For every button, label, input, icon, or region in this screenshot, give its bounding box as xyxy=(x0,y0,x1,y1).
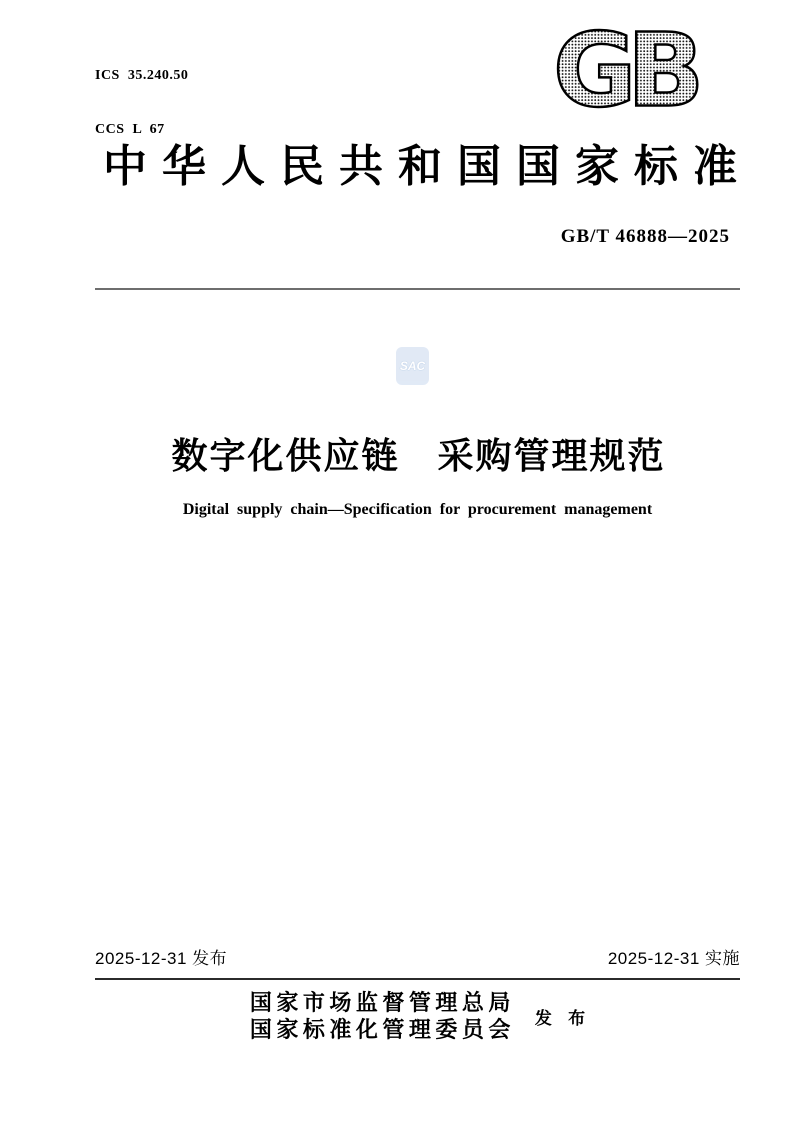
issue-date: 2025-12-31 发布 xyxy=(95,949,228,968)
implementation-date: 2025-12-31 实施 xyxy=(607,949,740,968)
document-title-en: Digital supply chain—Specification for procurement management xyxy=(182,501,653,518)
national-standard-title: 中华人民共和国国家标准 xyxy=(103,142,752,191)
gb-logo-text: GB xyxy=(552,24,695,120)
header-rule xyxy=(95,288,740,290)
content-column xyxy=(95,0,752,1123)
release-label: 发 布 xyxy=(534,1008,586,1028)
standard-number: GB/T 46888—2025 xyxy=(560,226,730,247)
issuer-line-2: 国家标准化管理委员会 xyxy=(249,1017,515,1042)
sac-watermark-icon: SAC xyxy=(396,347,429,385)
issuer-block xyxy=(95,989,740,1043)
issuer-names xyxy=(250,989,515,1043)
date-row xyxy=(95,944,740,969)
document-title-cn: 数字化供应链 采购管理规范 xyxy=(171,435,666,476)
issuer-line-1: 国家市场监督管理总局 xyxy=(249,990,515,1015)
gb-logo-icon xyxy=(544,24,700,120)
ics-code: ICS 35.240.50 xyxy=(95,68,189,83)
footer-rule xyxy=(95,978,740,980)
ccs-code: CCS L 67 xyxy=(95,122,165,137)
